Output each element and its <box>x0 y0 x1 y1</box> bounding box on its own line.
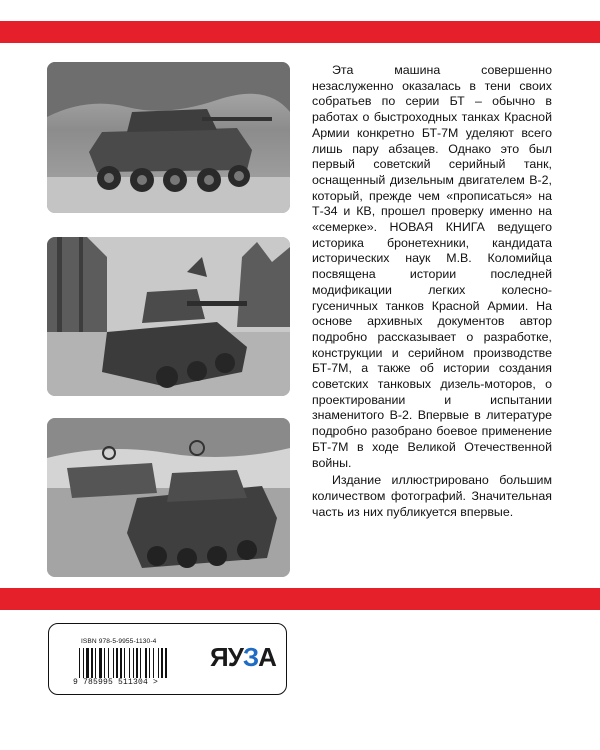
tank-photo-3 <box>47 418 290 577</box>
bottom-red-band <box>0 588 600 610</box>
barcode-bars <box>79 648 187 678</box>
book-description <box>312 63 552 520</box>
barcode-panel <box>48 623 287 695</box>
description-paragraph-2: Издание иллюстрировано большим количеством фотографий. Значительная часть из них публикуется впервые. <box>312 473 552 519</box>
publisher-logo: ЯУЗА <box>210 642 276 672</box>
isbn-label: ISBN 978-5-9955-1130-4 <box>81 638 157 645</box>
tank-photo-1 <box>47 62 290 213</box>
top-red-band <box>0 21 600 43</box>
description-paragraph-1: Эта машина совершенно незаслуженно оказалась в тени своих собратьев по серии БТ – обычно в работах о быстроходных танках Красной Армии конкретно БТ-7М уделяют всего лишь пару абзацев. Однако это был первый советский серийный танк, оснащенный дизельным двигателем В-2, который, прежде чем «прописаться» на Т-34 и КВ, прошел проверку именно на «семерке». НОВАЯ КНИГА ведущего историка бронетехники, кандидата исторических наук М.В. Коломийца посвящена истории последней модификации легких колесно-гусеничных танков Красной Армии. На основе архивных документов автор подробно рассказывает о разработке, конструкции и серийном производстве БТ-7М, а также об истории создания советских танковых дизель-моторов, о проектировании и испытании знаменитого В-2. Впервые в литературе подробно разобрано боевое применение БТ-7М в ходе Великой Отечественной войны. <box>312 63 552 470</box>
isbn-digits: 9 785995 511304 > <box>73 678 159 687</box>
tank-photo-2 <box>47 237 290 396</box>
